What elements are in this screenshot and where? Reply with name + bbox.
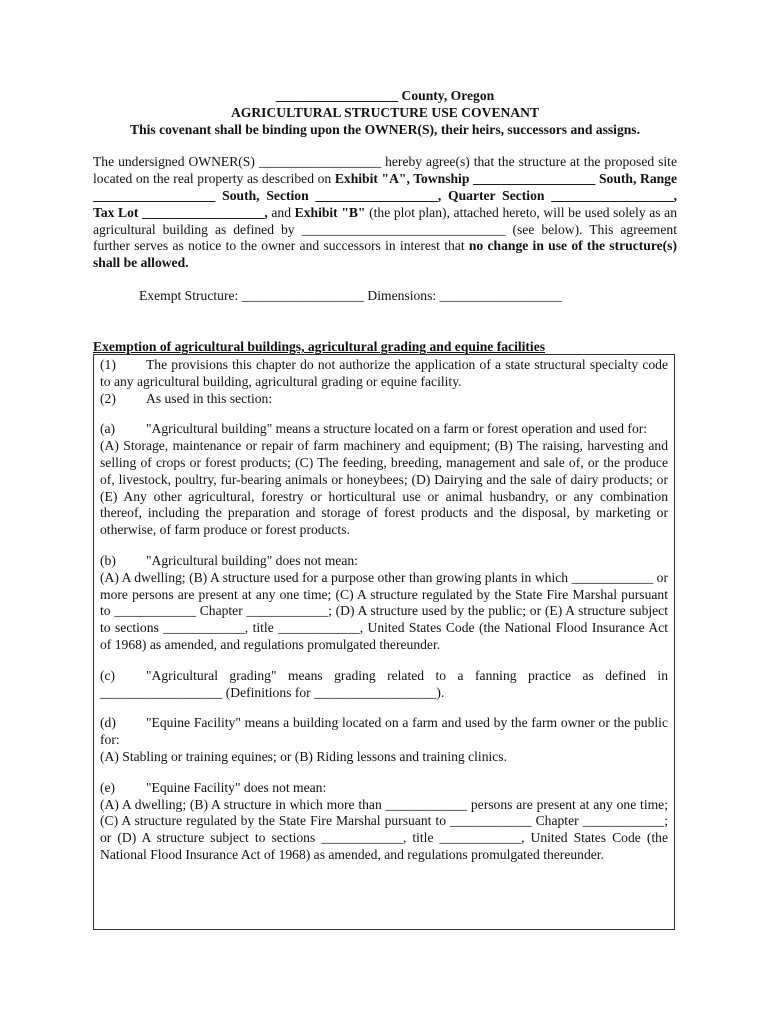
county-line: __________________ County, Oregon [275, 88, 495, 103]
document-header-area [93, 88, 677, 305]
intro-exhibit-b: Exhibit "B" [294, 204, 366, 220]
intro-text-1: The undersigned OWNER(S) __________________ hereby agree(s) that the structure at the proposed site located on the real property as described on [93, 154, 677, 187]
clause-c-text: "Agricultural grading" means grading related to a fanning practice as defined in __________________ (Definitions for __________________). [100, 667, 668, 700]
clause-1 [100, 357, 668, 391]
document-title: AGRICULTURAL STRUCTURE USE COVENANT [230, 104, 540, 120]
clause-a-list: (A) Storage, maintenance or repair of farm machinery and equipment; (B) The raising, harvesting and selling of crops or forest products; (C) The feeding, breeding, management and sale of, or the produce of, livestock, poultry, fur-bearing animals or honeybees; (D) Dairying and the sale of dairy products; or (E) Any other agricultural, forestry or horticultural use or animal husbandry, or any combination thereof, including the preparation and storage of forest products and the disposal, by marketing or otherwise, of farm produce or forest products. [100, 438, 668, 538]
binding-statement: This covenant shall be binding upon the OWNER(S), their heirs, successors and assigns. [130, 121, 640, 137]
clause-d-list: (A) Stabling or training equines; or (B) Riding lessons and training clinics. [100, 748, 507, 764]
clause-d [100, 715, 668, 749]
intro-paragraph [93, 154, 677, 272]
clause-b [100, 553, 668, 570]
intro-exhibit-a: Exhibit "A", Township __________________ South, Range __________________ South, Section __________________, Quarter Section __________________, Tax Lot __________________, [93, 171, 678, 220]
exempt-structure-line: Exempt Structure: __________________ Dimensions: __________________ [139, 287, 562, 303]
clause-b-text: "Agricultural building" does not mean: [146, 552, 358, 568]
section-heading: Exemption of agricultural buildings, agricultural grading and equine facilities [93, 339, 546, 354]
intro-no-change: no change in use of the structure(s) shall be allowed. [93, 238, 678, 271]
clause-b-number: (b) [100, 552, 116, 568]
clause-a [100, 421, 668, 438]
intro-text-3: (the plot plan), attached hereto, will be used solely as an agricultural building as defined by ______________________________ (see below). This agreement further serves as notice to the owner and successors in interest that [93, 204, 677, 254]
clause-1-number: (1) [100, 357, 116, 372]
clause-1-text: The provisions this chapter do not authorize the application of a state structural specialty code to any agricultural building, agricultural grading or equine facility. [100, 357, 668, 389]
clause-a-text: "Agricultural building" means a structure located on a farm or forest operation and used for: [146, 421, 648, 437]
clause-2 [100, 391, 668, 408]
clause-e-number: (e) [100, 779, 116, 795]
exemption-box [93, 354, 675, 930]
clause-2-text: As used in this section: [146, 390, 273, 406]
clause-e-text: "Equine Facility" does not mean: [146, 779, 327, 795]
clause-b-list: (A) A dwelling; (B) A structure used for a purpose other than growing plants in which ____________ or more persons are present at any one time; (C) A structure regulated by the State Fire Marshal pursuant to ____________ Chapter ____________; (D) A structure used by the public; or (E) A structure subject to sections ____________, title ____________, United States Code (the National Flood Insurance Act of 1968) as amended, and regulations promulgated thereunder. [100, 569, 668, 652]
clause-d-number: (d) [100, 715, 116, 731]
clause-c-number: (c) [100, 667, 116, 683]
clause-a-number: (a) [100, 421, 116, 437]
clause-c [100, 668, 668, 702]
clause-e [100, 780, 668, 797]
clause-2-number: (2) [100, 390, 116, 406]
intro-text-2: and [267, 204, 295, 220]
clause-e-list: (A) A dwelling; (B) A structure in which more than ____________ persons are present at any one time; (C) A structure regulated by the State Fire Marshal pursuant to ____________ Chapter ____________; or (D) A structure subject to sections ____________, title ____________, United States Code (the National Flood Insurance Act of 1968) as amended, and regulations promulgated thereunder. [100, 796, 668, 862]
clause-d-text: "Equine Facility" means a building located on a farm and used by the farm owner or the public for: [100, 715, 668, 748]
